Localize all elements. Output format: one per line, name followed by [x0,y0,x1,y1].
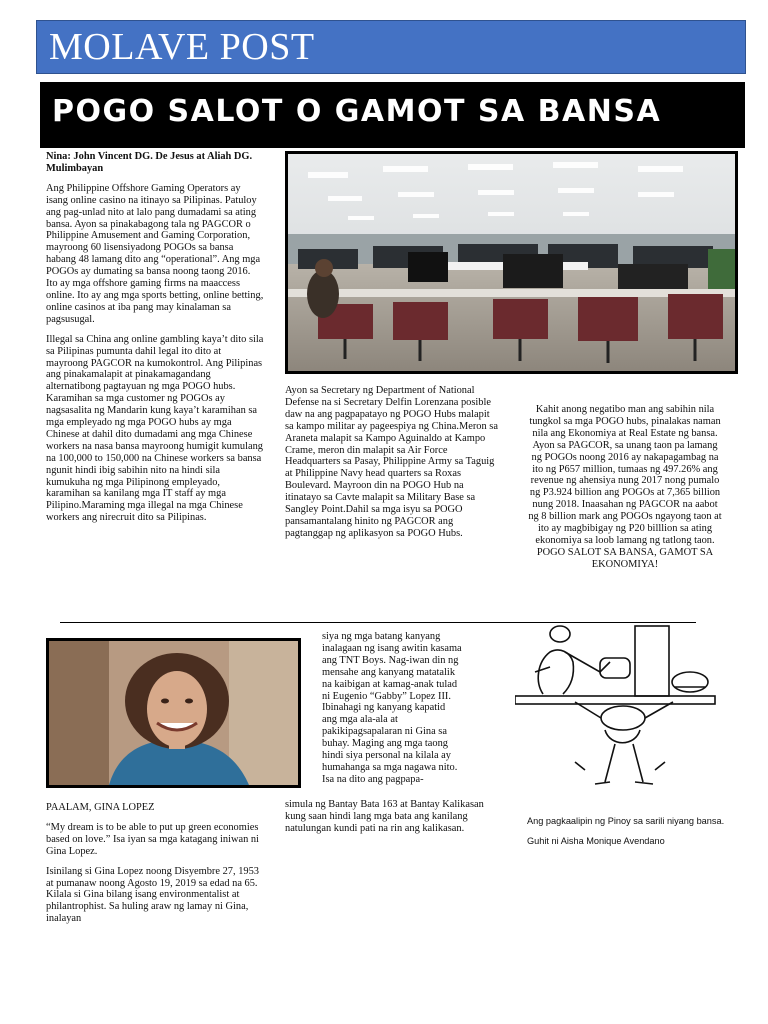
article-column-4 [46,802,264,933]
article-paragraph: Isinilang si Gina Lopez noong Disyembre 27, 1953 at pumanaw noong Agosto 19, 2019 sa edad na 65. Kilala si Gina bilang isang environmentalist at philantrophist. Sa huling araw ng lamay ni Gina, inalayan [46,865,259,925]
cartoon-drawing [515,622,760,794]
article-column-5a [322,631,462,794]
gina-lopez-photo [46,638,301,788]
office-photo [285,151,738,374]
office-photo-svg [288,154,735,371]
article-heading: PAALAM, GINA LOPEZ [46,802,155,813]
masthead [36,20,746,74]
article-paragraph: Illegal sa China ang online gambling kaya’t dito sila sa Pilipinas pumunta dahil legal ito dito at mayroong PAGCOR na kumokontrol. Ang Pilipinas ang pinakamalapit at pinakamagandang alternatibong pagtayuan ng mga POGO hubs. Karamihan sa mga customer ng POGOs ay nagsasalita ng Mandarin kung kaya’t karamihan sa mga empleyado ng mga POGO hubs ay mga Chinese at dahil dito dumadami ang mga Chinese workers na nasa bansa mayroong humigit kumulang na 100,000 to 150,000 na Chinese workers sa bansa ngunit hindi ibig sabihin nito na hindi sila kumukuha ng mga Pilipinong empleyado, karamihan sa kanilang mga IT staff ay mga Pilipino.Maraming mga illegal na mga Chinese workers ang nirecruit dito sa Pilipinas. [46,333,264,524]
article-paragraph: Ayon sa Secretary ng Department of National Defense na si Secretary Delfin Lorenzana posible daw na ang pagpapatayo ng POGO Hubs malapit sa kampo militar ay pageespiya ng China.Meron sa Araneta malapit sa Kampo Aguinaldo at Kampo Crame, meron din malapit sa Air Force Headquarters sa Pasay, Philippine Army sa Taguig at Philippine Navy head quarters sa Roxas Boulevard. Mayroon din na POGO Hub na itinatayo sa Cavte malapit sa Military Base sa Sangley Point.Dahil sa mga isyu sa POGO pansamantalang hinito ng PAGCOR ang pagtanggap ng aplikasyon sa POGO Hubs. [285,385,498,539]
article-paragraph: simula ng Bantay Bata 163 at Bantay Kalikasan kung saan hindi lang mga bata ang kanilang natulungan kundi pati na rin ang kalikasan. [285,799,484,834]
headline: POGO SALOT O GAMOT SA BANSA [52,94,662,129]
headline-bar [40,82,745,148]
masthead-title: MOLAVE POST [49,26,315,68]
cartoon-caption [527,815,737,855]
article-paragraph: Kahit anong negatibo man ang sabihin nila tungkol sa mga POGO hubs, pinalakas naman nila ang Ekonomiya at Real Estate ng bansa. Ayon sa PAGCOR, sa unang taon pa lamang ng POGOs noong 2016 ay nakapagambag na ito ng P657 million, tumaas ng 497.26% ang revenue ng ahensiya nung 2017 nong pumalo ng P3.924 billion ang POGOs at 7,365 billion nung 2018. Inaasahan ng PAGCOR na aabot ng 8 billion mark ang POGOs ngayong taon at ito ay magbibigay ng P20 billlion sa ating ekonomiya sa loob lamang ng tatlong taon. POGO SALOT SA BANSA, GAMOT SA EKONOMIYA! [528,404,722,570]
cartoon-credit: Guhit ni Aisha Monique Avendano [527,836,665,846]
article-quote: “My dream is to be able to put up green economies based on love.” Isa iyan sa mga katagang iniwan ni Gina Lopez. [46,821,259,857]
article-column-1 [46,151,264,532]
byline: Nina: John Vincent DG. De Jesus at Aliah DG. Mulimbayan [46,151,253,174]
article-column-3 [527,404,723,579]
article-column-2 [285,385,498,548]
article-paragraph: Ang Philippine Offshore Gaming Operators ay isang online casino na itinayo sa Pilipinas. Patuloy ang pag-unlad nito at lalo pang dumadami sa ating bansa. Ayon sa pinakabagong tala ng PAGCOR o Philippine Amusement and Gaming Corporation, mayroong 60 lisensiyadong POGOs sa bansa habang 48 lamang dito ang “operational”. Ang mga POGOs ay dumating sa bansa noong taong 2016. Ito ay mga offshore gaming firms na maaccess online. Ito ay ang mga sports betting, online betting, online casinos at iba pang may kinalaman sa pagsusugal. [46,182,264,325]
article-column-5b [285,799,495,843]
article-paragraph: siya ng mga batang kanyang inalagaan ng isang awitin kasama ang TNT Boys. Nag-iwan din ng mensahe ang kanyang matatalik na kaibigan at kamag-anak tulad ni Eugenio “Gabby” Lopez III. Ibinahagi ng kanyang kapatid ang mga ala-ala at pakikipagsapalaran ni Gina sa buhay. Maging ang mga taong hindi siya personal na kilala ay humahanga sa mga nagawa nito. Isa na dito ang pagpapa- [322,631,462,785]
cartoon-svg [515,622,760,794]
gina-lopez-photo-svg [49,641,298,785]
cartoon-caption-text: Ang pagkaalipin ng Pinoy sa sarili niyang bansa. [527,816,725,826]
